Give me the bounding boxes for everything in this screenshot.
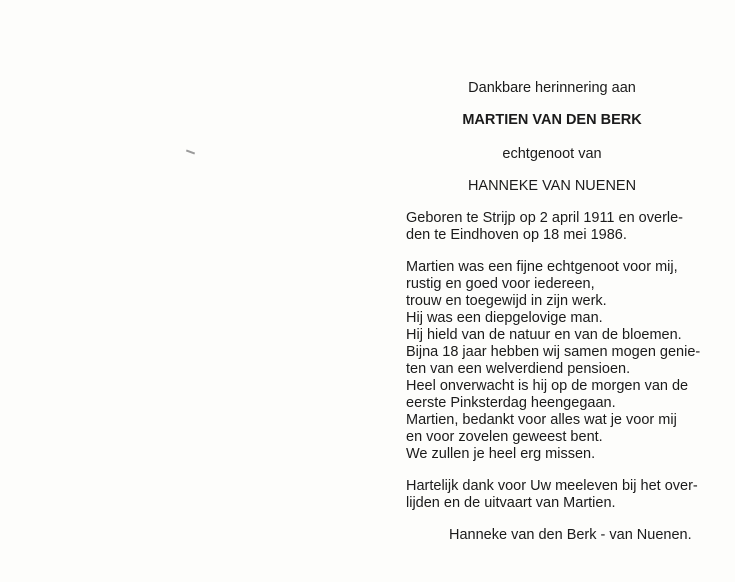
tribute-line: Martien was een fijne echtgenoot voor mij,	[406, 259, 678, 275]
tribute-line: Bijna 18 jaar hebben wij samen mogen genie-	[406, 344, 701, 360]
birth-death-line: Geboren te Strijp op 2 april 1911 en overle-	[406, 210, 684, 226]
thanks-line: Hartelijk dank voor Uw meeleven bij het over-	[406, 478, 698, 494]
thanks-line: lijden en de uitvaart van Martien.	[406, 495, 616, 511]
tribute-line: Martien, bedankt voor alles wat je voor mij	[406, 412, 677, 428]
deceased-name: MARTIEN VAN DEN BERK	[462, 112, 642, 128]
tribute-line: Heel onverwacht is hij op de morgen van de	[406, 378, 689, 394]
relation-text: echtgenoot van	[502, 146, 602, 162]
intro-text: Dankbare herinnering aan	[468, 80, 636, 96]
tribute-line: en voor zovelen geweest bent.	[406, 429, 603, 445]
birth-death-line: den te Eindhoven op 18 mei 1986.	[406, 227, 627, 243]
spouse-name: HANNEKE VAN NUENEN	[467, 178, 637, 194]
signature: Hanneke van den Berk - van Nuenen.	[449, 527, 692, 543]
tribute-line: ten van een welverdiend pensioen.	[406, 361, 631, 377]
tribute-line: eerste Pinksterdag heengegaan.	[406, 395, 616, 411]
tribute-line: We zullen je heel erg missen.	[406, 446, 596, 462]
scan-speck	[186, 150, 195, 155]
tribute-line: Hij hield van de natuur en van de bloemen.	[406, 327, 682, 343]
tribute-line: rustig en goed voor iedereen,	[406, 276, 595, 292]
tribute-line: Hij was een diepgelovige man.	[406, 310, 603, 326]
tribute-line: trouw en toegewijd in zijn werk.	[406, 293, 607, 309]
